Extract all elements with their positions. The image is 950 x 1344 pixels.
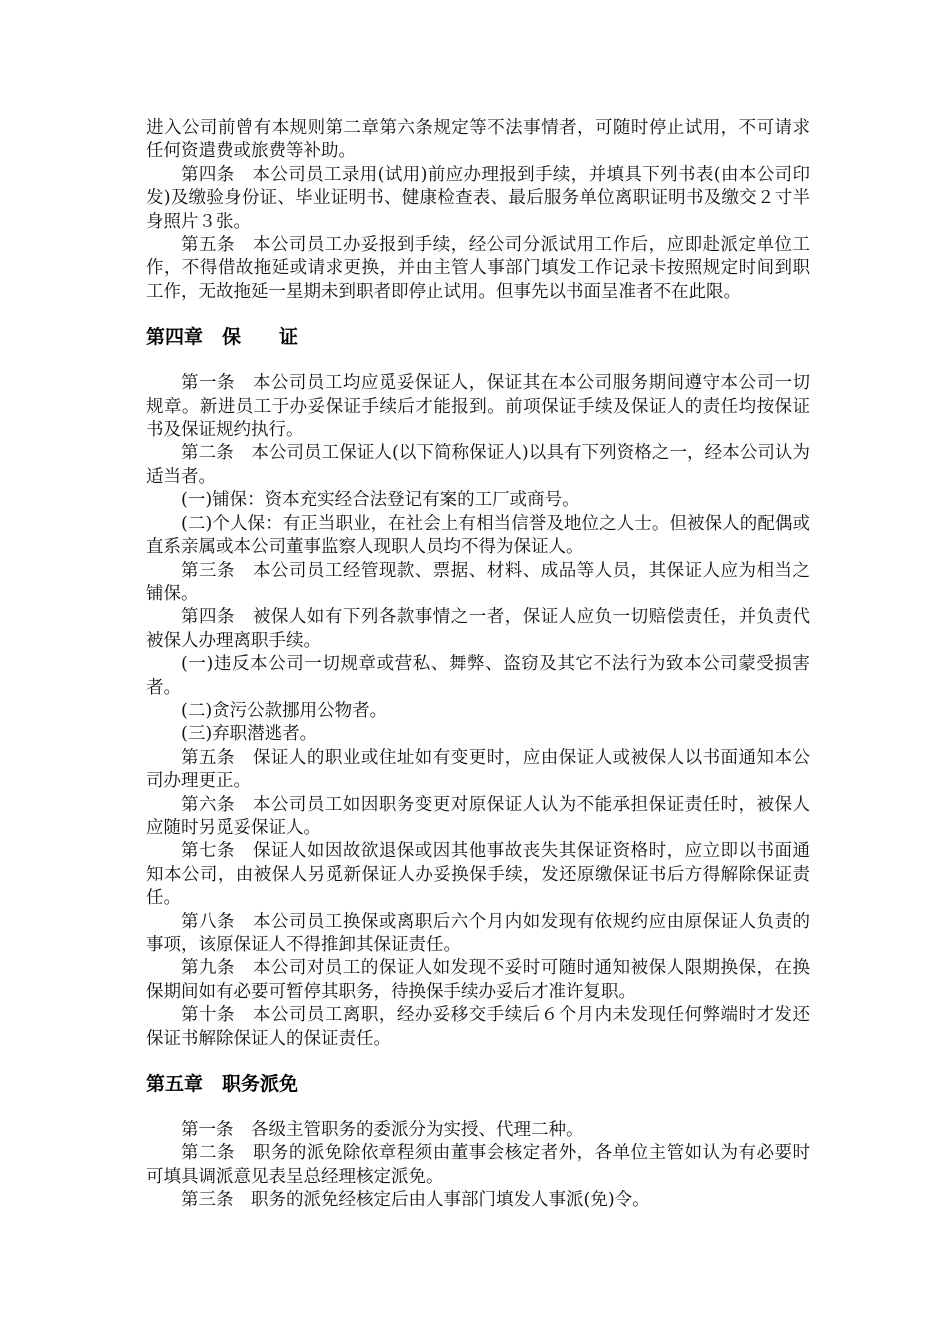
- ch4-article-4: 第四条 被保人如有下列各款事情之一者，保证人应负一切赔偿责任，并负责代被保人办理离职手续。: [146, 607, 810, 651]
- ch4-article-4-item-3: (三)弃职潜逃者。: [181, 724, 318, 745]
- document-body: [146, 117, 810, 1213]
- ch4-article-4-item-1: (一)违反本公司一切规章或营私、舞弊、盗窃及其它不法行为致本公司蒙受损害者。: [146, 654, 810, 698]
- ch4-article-4-item-2: (二)贪污公款挪用公物者。: [181, 700, 388, 721]
- ch4-article-3: 第三条 本公司员工经管现款、票据、材料、成品等人员，其保证人应为相当之铺保。: [146, 560, 810, 604]
- intro-paragraph-continuation: 进入公司前曾有本规则第二章第六条规定等不法事情者，可随时停止试用，不可请求任何资遣费或旅费等补助。: [146, 118, 810, 162]
- ch4-article-6: 第六条 本公司员工如因职务变更对原保证人认为不能承担保证责任时，被保人应随时另觅妥保证人。: [146, 794, 810, 838]
- ch4-article-8: 第八条 本公司员工换保或离职后六个月内如发现有依规约应由原保证人负责的事项，该原保证人不得推卸其保证责任。: [146, 911, 810, 955]
- ch4-article-2-item-2: (二)个人保：有正当职业，在社会上有相当信誉及地位之人士。但被保人的配偶或直系亲属或本公司董事监察人现职人员均不得为保证人。: [146, 513, 810, 558]
- chapter-5-heading: 第五章 职务派免: [146, 1073, 299, 1096]
- ch4-article-1: 第一条 本公司员工均应觅妥保证人，保证其在本公司服务期间遵守本公司一切规章。新进员工于办妥保证手续后才能报到。前项保证手续及保证人的责任均按保证书及保证规约执行。: [146, 373, 810, 441]
- ch4-article-10: 第十条 本公司员工离职，经办妥移交手续后６个月内未发现任何弊端时才发还保证书解除保证人的保证责任。: [146, 1005, 810, 1049]
- ch5-article-3: 第三条 职务的派免经核定后由人事部门填发人事派(免)令。: [181, 1190, 650, 1211]
- chapter-4-heading: 第四章 保 证: [146, 326, 299, 349]
- intro-article-4: 第四条 本公司员工录用(试用)前应办理报到手续，并填具下列书表(由本公司印发)及缴验身份证、毕业证明书、健康检查表、最后服务单位离职证明书及缴交２寸半身照片３张。: [146, 164, 810, 232]
- ch5-article-1: 第一条 各级主管职务的委派分为实授、代理二种。: [181, 1120, 584, 1141]
- ch4-article-7: 第七条 保证人如因故欲退保或因其他事故丧失其保证资格时，应立即以书面通知本公司，由被保人另觅新保证人办妥换保手续，发还原缴保证书后方得解除保证责任。: [146, 841, 810, 909]
- intro-article-5: 第五条 本公司员工办妥报到手续，经公司分派试用工作后，应即赴派定单位工作，不得借故拖延或请求更换，并由主管人事部门填发工作记录卡按照规定时间到职工作，无故拖延一星期未到职者即停止试用。但事先以书面呈准者不在此限。: [146, 235, 810, 302]
- ch4-article-2: 第二条 本公司员工保证人(以下简称保证人)以具有下列资格之一，经本公司认为适当者。: [146, 443, 810, 487]
- ch4-article-9: 第九条 本公司对员工的保证人如发现不妥时可随时通知被保人限期换保，在换保期间如有必要可暂停其职务，待换保手续办妥后才准许复职。: [146, 958, 810, 1002]
- ch4-article-2-item-1: (一)铺保：资本充实经合法登记有案的工厂或商号。: [181, 490, 580, 511]
- ch4-article-5: 第五条 保证人的职业或住址如有变更时，应由保证人或被保人以书面通知本公司办理更正。: [146, 747, 810, 792]
- ch5-article-2: 第二条 职务的派免除依章程须由董事会核定者外，各单位主管如认为有必要时可填具调派意见表呈总经理核定派免。: [146, 1143, 810, 1187]
